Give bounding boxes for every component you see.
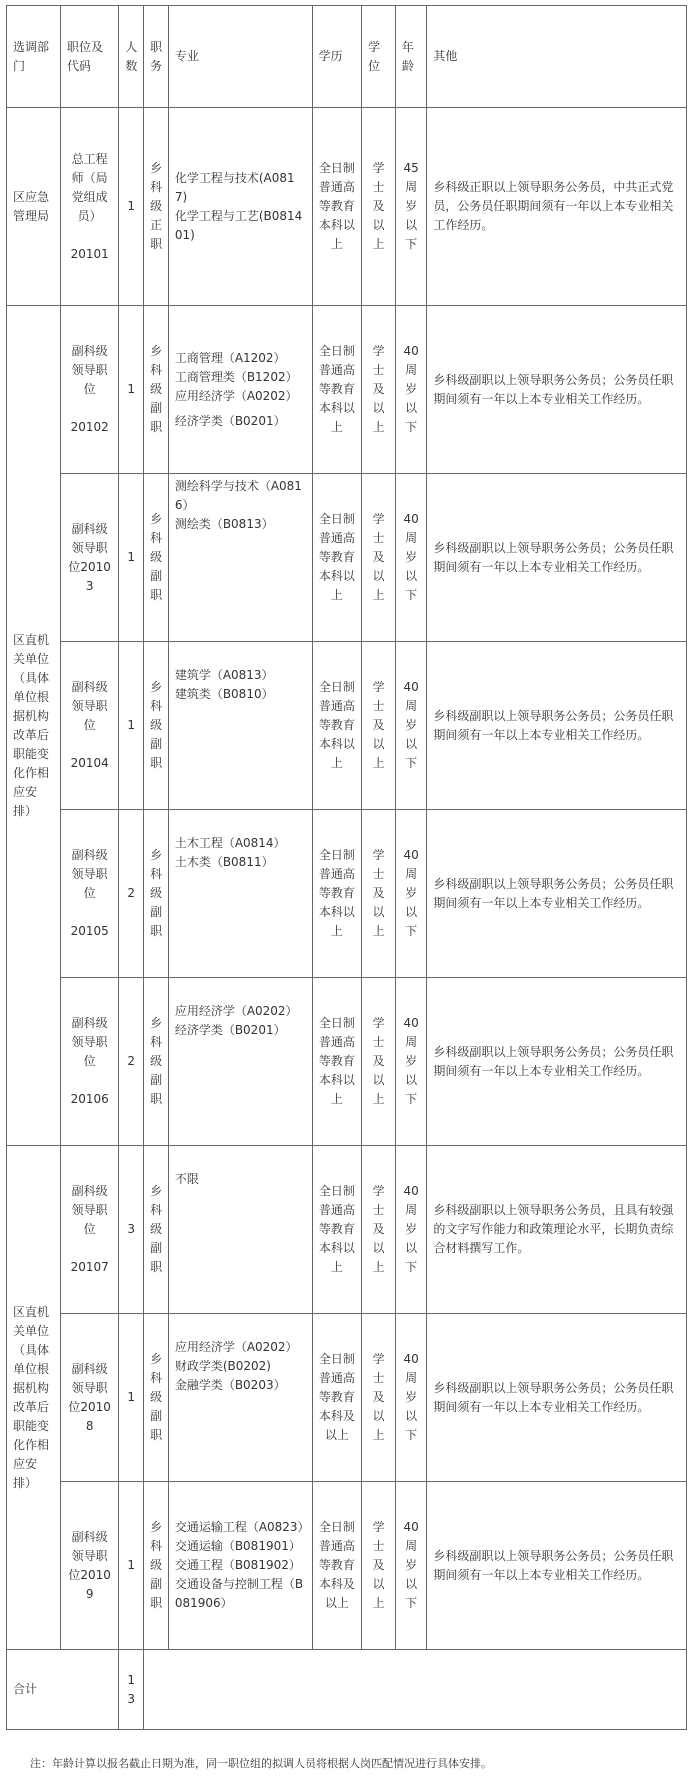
header-edu: 学历	[312, 6, 361, 108]
count-cell: 1	[119, 474, 144, 642]
other-cell: 乡科级副职以上领导职务公务员，且具有较强的文字写作能力和政策理论水平，长期负责综合材料撰写工作。	[427, 1146, 687, 1314]
position-code: 20105	[70, 924, 109, 938]
table-row	[7, 108, 687, 306]
major-cell	[168, 642, 312, 810]
table-header-row	[7, 6, 687, 108]
edu-cell: 全日制普通高等教育本科以上	[312, 108, 361, 306]
major-cell	[168, 1146, 312, 1314]
degree-cell: 学士及以上	[362, 642, 396, 810]
recruitment-table	[6, 5, 687, 1730]
total-row	[7, 1650, 687, 1730]
table-row	[7, 810, 687, 978]
count-cell: 2	[119, 978, 144, 1146]
count-cell: 2	[119, 810, 144, 978]
header-major: 专业	[168, 6, 312, 108]
major-item: 工商管理类（B1202）	[174, 369, 298, 384]
header-rank: 职务	[144, 6, 169, 108]
count-cell: 1	[119, 1314, 144, 1482]
table-row	[7, 978, 687, 1146]
position-cell	[60, 642, 118, 810]
major-item: 土木工程（A0814）	[174, 836, 286, 850]
age-cell: 40周岁以下	[395, 474, 426, 642]
position-name: 副科级领导职位	[71, 344, 108, 396]
rank-cell: 乡科级副职	[144, 1314, 169, 1482]
degree-cell: 学士及以上	[362, 306, 396, 474]
degree-cell: 学士及以上	[362, 1314, 396, 1482]
position-cell	[60, 306, 118, 474]
major-item: 建筑学（A0813）	[174, 668, 274, 682]
edu-cell: 全日制普通高等教育本科以上	[312, 1146, 361, 1314]
major-item: 应用经济学（A0202）	[174, 388, 298, 403]
header-count: 人数	[119, 6, 144, 108]
table-row	[7, 474, 687, 642]
major-cell	[168, 306, 312, 474]
major-item: 测绘科学与技术（A0816）	[174, 479, 302, 512]
edu-cell: 全日制普通高等教育本科及以上	[312, 1314, 361, 1482]
degree-cell: 学士及以上	[362, 474, 396, 642]
count-cell: 1	[119, 1482, 144, 1650]
degree-cell: 学士及以上	[362, 108, 396, 306]
age-cell: 40周岁以下	[395, 1314, 426, 1482]
rank-cell: 乡科级副职	[144, 474, 169, 642]
edu-cell: 全日制普通高等教育本科及以上	[312, 1482, 361, 1650]
table-row	[7, 1146, 687, 1314]
other-cell: 乡科级副职以上领导职务公务员；公务员任职期间须有一年以上本专业相关工作经历。	[427, 1314, 687, 1482]
age-cell: 45周岁以下	[395, 108, 426, 306]
major-item: 不限	[174, 1172, 199, 1186]
dept-cell: 区应急管理局	[7, 108, 61, 306]
position-cell	[60, 108, 118, 306]
other-cell: 乡科级副职以上领导职务公务员；公务员任职期间须有一年以上本专业相关工作经历。	[427, 810, 687, 978]
rank-cell: 乡科级副职	[144, 642, 169, 810]
position-cell: 副科级领导职位20108	[60, 1314, 118, 1482]
edu-cell: 全日制普通高等教育本科以上	[312, 978, 361, 1146]
major-item: 交通工程（B081902）	[174, 1558, 301, 1572]
total-label: 合计	[7, 1650, 119, 1730]
position-cell	[60, 978, 118, 1146]
major-item: 应用经济学（A0202） 财政学类(B0202)	[174, 1340, 316, 1373]
position-name: 副科级领导职位	[71, 1184, 108, 1236]
age-cell: 40周岁以下	[395, 810, 426, 978]
position-code: 20106	[70, 1092, 109, 1106]
major-item: 建筑类（B0810）	[174, 687, 274, 701]
edu-cell: 全日制普通高等教育本科以上	[312, 642, 361, 810]
table-row	[7, 642, 687, 810]
age-cell: 40周岁以下	[395, 978, 426, 1146]
count-cell: 3	[119, 1146, 144, 1314]
header-position: 职位及代码	[60, 6, 118, 108]
count-cell: 1	[119, 306, 144, 474]
table-row	[7, 306, 687, 474]
other-cell: 乡科级副职以上领导职务公务员；公务员任职期间须有一年以上本专业相关工作经历。	[427, 642, 687, 810]
degree-cell: 学士及以上	[362, 1482, 396, 1650]
other-cell: 乡科级副职以上领导职务公务员；公务员任职期间须有一年以上本专业相关工作经历。	[427, 474, 687, 642]
major-item: 工商管理（A1202）	[174, 350, 286, 365]
major-cell	[168, 1482, 312, 1650]
major-item: 化学工程与工艺(B081401)	[174, 208, 303, 242]
position-cell: 副科级领导职位20109	[60, 1482, 118, 1650]
position-code: 20102	[70, 420, 109, 434]
position-name: 总工程师（局党组成员）	[71, 151, 108, 223]
other-cell: 乡科级副职以上领导职务公务员；公务员任职期间须有一年以上本专业相关工作经历。	[427, 978, 687, 1146]
rank-cell: 乡科级副职	[144, 1146, 169, 1314]
header-dept: 选调部门	[7, 6, 61, 108]
table-row	[7, 1482, 687, 1650]
position-code: 20101	[70, 246, 109, 261]
major-item: 化学工程与技术(A0817)	[174, 170, 295, 204]
degree-cell: 学士及以上	[362, 810, 396, 978]
age-cell: 40周岁以下	[395, 1146, 426, 1314]
major-item: 应用经济学（A0202）	[174, 1004, 298, 1018]
degree-cell: 学士及以上	[362, 978, 396, 1146]
other-cell: 乡科级正职以上领导职务公务员，中共正式党员，公务员任职期间须有一年以上本专业相关工作经历。	[427, 108, 687, 306]
rank-cell: 乡科级正职	[144, 108, 169, 306]
position-code: 20107	[70, 1260, 109, 1274]
header-degree: 学位	[362, 6, 396, 108]
major-item: 经济学类（B0201）	[174, 1023, 286, 1037]
rank-cell: 乡科级副职	[144, 810, 169, 978]
major-item: 交通设备与控制工程（B081906）	[174, 1577, 304, 1610]
count-cell: 1	[119, 642, 144, 810]
dept-cell: 区直机关单位（具体单位根据机构改革后职能变化作相应安排）	[7, 1146, 61, 1650]
count-cell: 1	[119, 108, 144, 306]
major-cell	[168, 474, 312, 642]
major-item: 交通运输工程（A0823）	[174, 1520, 310, 1534]
rank-cell: 乡科级副职	[144, 1482, 169, 1650]
header-age: 年龄	[395, 6, 426, 108]
total-count: 13	[119, 1650, 144, 1730]
major-cell	[168, 108, 312, 306]
age-cell: 40周岁以下	[395, 306, 426, 474]
major-item: 测绘类（B0813）	[174, 517, 274, 531]
edu-cell: 全日制普通高等教育本科以上	[312, 474, 361, 642]
total-empty	[144, 1650, 687, 1730]
edu-cell: 全日制普通高等教育本科以上	[312, 306, 361, 474]
major-cell	[168, 810, 312, 978]
edu-cell: 全日制普通高等教育本科以上	[312, 810, 361, 978]
major-item: 土木类（B0811）	[174, 855, 274, 869]
rank-cell: 乡科级副职	[144, 306, 169, 474]
footnote: 注：年龄计算以报名截止日期为准，同一职位组的拟调人员将根据人岗匹配情况进行具体安排。	[30, 1757, 492, 1770]
major-cell	[168, 1314, 316, 1482]
table-row	[7, 1314, 687, 1482]
rank-cell: 乡科级副职	[144, 978, 169, 1146]
dept-cell: 区直机关单位（具体单位根据机构改革后职能变化作相应安排）	[7, 306, 61, 1146]
major-item: 交通运输（B081901）	[174, 1539, 301, 1553]
age-cell: 40周岁以下	[395, 1482, 426, 1650]
position-name: 副科级领导职位	[71, 1016, 108, 1068]
other-cell: 乡科级副职以上领导职务公务员；公务员任职期间须有一年以上本专业相关工作经历。	[427, 306, 687, 474]
position-name: 副科级领导职位	[71, 848, 108, 900]
age-cell: 40周岁以下	[395, 642, 426, 810]
position-name: 副科级领导职位	[71, 680, 108, 732]
major-item: 经济学类（B0201）	[174, 413, 286, 428]
position-cell	[60, 1146, 118, 1314]
position-cell	[60, 810, 118, 978]
position-cell: 副科级领导职位20103	[60, 474, 118, 642]
major-item: 金融学类（B0203）	[174, 1378, 286, 1392]
major-cell	[168, 978, 312, 1146]
degree-cell: 学士及以上	[362, 1146, 396, 1314]
header-other: 其他	[427, 6, 687, 108]
other-cell: 乡科级副职以上领导职务公务员；公务员任职期间须有一年以上本专业相关工作经历。	[427, 1482, 687, 1650]
position-code: 20104	[70, 756, 109, 770]
